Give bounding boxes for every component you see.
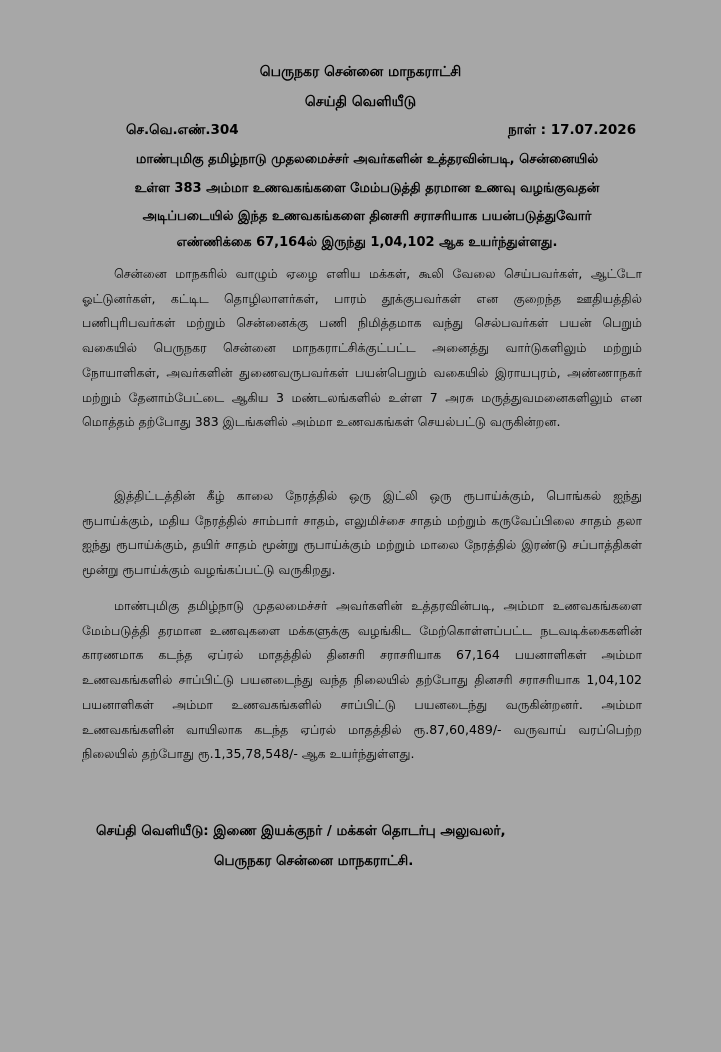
release-date: நாள் : 17.07.2026 — [508, 122, 637, 138]
headline-line-2: உள்ள 383 அம்மா உணவகங்களை மேம்படுத்தி தரமான உணவு வழங்குவதன் — [134, 181, 600, 196]
document-title: செய்தி வெளியீடு — [304, 94, 417, 110]
issuer-line: செய்தி வெளியீடு: இணை இயக்குநர் / மக்கள் தொடர்பு அலுவலர், — [96, 823, 506, 839]
body-paragraph-2: இத்திட்டத்தின் கீழ் காலை நேரத்தில் ஒரு இட்லி ஒரு ரூபாய்க்கும், பொங்கல் ஐந்து ரூபாய்க்கும், மதிய நேரத்தில் சாம்பார் சாதம், எலுமிச்சை சாதம் மற்றும் கருவேப்பிலை சாதம் தலா ஐந்து ரூபாய்க்கும், தயிர் சாதம் மூன்று ரூபாய்க்கும் மற்றும் மாலை நேரத்தில் இரண்டு சப்பாத்திகள் மூன்று ரூபாய்க்கும் வழங்கப்பட்டு வருகிறது. — [82, 488, 642, 578]
reference-number: செ.வெ.எண்.304 — [126, 122, 239, 138]
headline-line-1: மாண்புமிகு தமிழ்நாடு முதலமைச்சர் அவர்களின் உத்தரவின்படி, சென்னையில் — [135, 152, 599, 167]
org-title: பெருநகர சென்னை மாநகராட்சி — [259, 64, 462, 80]
issuer-organization: பெருநகர சென்னை மாநகராட்சி. — [214, 853, 414, 869]
headline-line-4: எண்ணிக்கை 67,164ல் இருந்து 1,04,102 ஆக உயர்ந்துள்ளது. — [176, 235, 558, 250]
body-paragraph-3: மாண்புமிகு தமிழ்நாடு முதலமைச்சர் அவர்களின் உத்தரவின்படி, அம்மா உணவகங்களை மேம்படுத்தி தரமான உணவுகளை மக்களுக்கு வழங்கிட மேற்கொள்ளப்பட்ட நடவடிக்கைகளின் காரணமாக கடந்த ஏப்ரல் மாதத்தில் தினசரி சராசரியாக 67,164 பயனாளிகள் அம்மா உணவகங்களில் சாப்பிட்டு பயனடைந்து வந்த நிலையில் தற்போது தினசரி சராசரியாக 1,04,102 பயனாளிகள் அம்மா உணவகங்களில் சாப்பிட்டு பயனடைந்து வருகின்றனர். அம்மா உணவகங்களின் வாயிலாக கடந்த ஏப்ரல் மாதத்தில் ரூ.87,60,489/- வருவாய் வரப்பெற்ற நிலையில் தற்போது ரூ.1,35,78,548/- ஆக உயர்ந்துள்ளது. — [82, 598, 642, 762]
body-paragraph-1: சென்னை மாநகரில் வாழும் ஏழை எளிய மக்கள், கூலி வேலை செய்பவர்கள், ஆட்டோ ஓட்டுனர்கள், கட்டிட தொழிலாளர்கள், பாரம் தூக்குபவர்கள் என குறைந்த ஊதியத்தில் பணிபுரிபவர்கள் மற்றும் சென்னைக்கு பணி நிமித்தமாக வந்து செல்பவர்கள் பயன் பெறும் வகையில் பெருநகர சென்னை மாநகராட்சிக்குட்பட்ட அனைத்து வார்டுகளிலும் மற்றும் நோயாளிகள், அவர்களின் துணைவருபவர்கள் பயன்பெறும் வகையில் இராயபுரம், அண்ணாநகர் மற்றும் தேனாம்பேட்டை ஆகிய 3 மண்டலங்களில் உள்ள 7 அரசு மருத்துவமனைகளிலும் என மொத்தம் தற்போது 383 இடங்களில் அம்மா உணவகங்கள் செயல்பட்டு வருகின்றன. — [82, 266, 642, 430]
headline-line-3: அடிப்படையில் இந்த உணவகங்களை தினசரி சராசரியாக பயன்படுத்துவோர் — [142, 209, 592, 224]
